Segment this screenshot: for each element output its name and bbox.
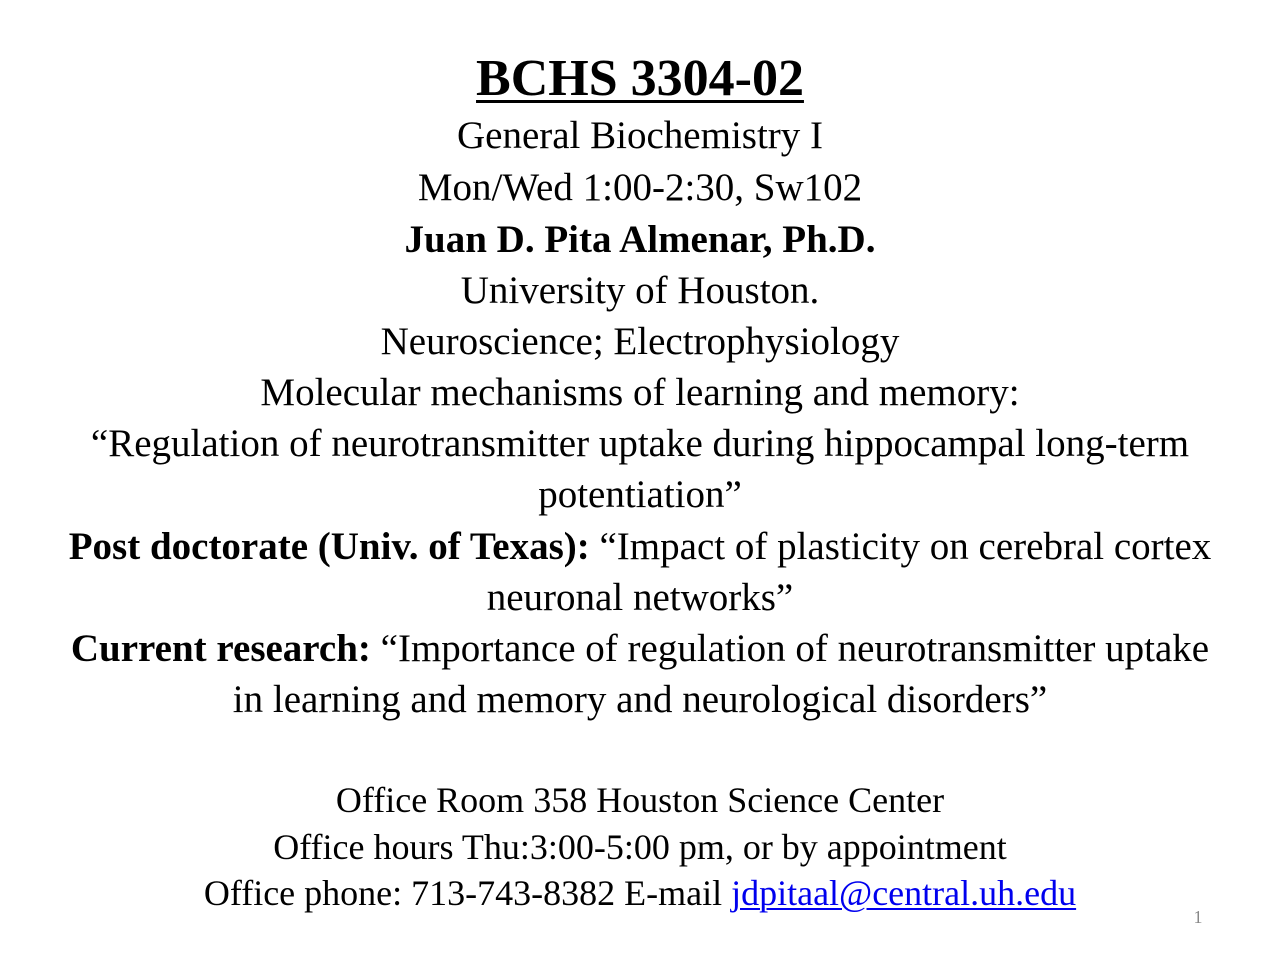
- postdoc-topic: “Impact of plasticity on cerebral cortex: [599, 525, 1212, 568]
- course-code-title: BCHS 3304-02: [476, 50, 804, 107]
- phd-topic-line-1: “Regulation of neurotransmitter uptake during hippocampal long-term: [90, 422, 1190, 465]
- course-schedule: Mon/Wed 1:00-2:30, Sw102: [417, 166, 863, 209]
- page-number: 1: [1193, 907, 1203, 927]
- research-fields: Neuroscience; Electrophysiology: [380, 320, 900, 363]
- office-hours: Office hours Thu:3:00-5:00 pm, or by appointment: [273, 827, 1007, 867]
- research-label: Current research:: [70, 627, 381, 670]
- course-name: General Biochemistry I: [456, 114, 824, 157]
- office-phone: Office phone: 713-743-8382 E-mail: [203, 873, 732, 913]
- office-room: Office Room 358 Houston Science Center: [335, 780, 945, 820]
- university: University of Houston.: [460, 269, 820, 312]
- postdoc-line-1: [0, 522, 1280, 572]
- phd-topic-label: Molecular mechanisms of learning and memory:: [260, 371, 1020, 414]
- instructor-name: Juan D. Pita Almenar, Ph.D.: [404, 218, 876, 261]
- research-topic: “Importance of regulation of neurotransmitter uptake: [380, 627, 1210, 670]
- postdoc-label: Post doctorate (Univ. of Texas):: [68, 525, 600, 568]
- phd-topic-line-2: potentiation”: [538, 473, 742, 516]
- postdoc-line-2: neuronal networks”: [486, 576, 794, 619]
- research-line-2: in learning and memory and neurological disorders”: [232, 678, 1048, 721]
- contact-line: [0, 868, 1280, 918]
- email-link[interactable]: jdpitaal@central.uh.edu: [731, 873, 1077, 913]
- research-line-1: [0, 624, 1280, 674]
